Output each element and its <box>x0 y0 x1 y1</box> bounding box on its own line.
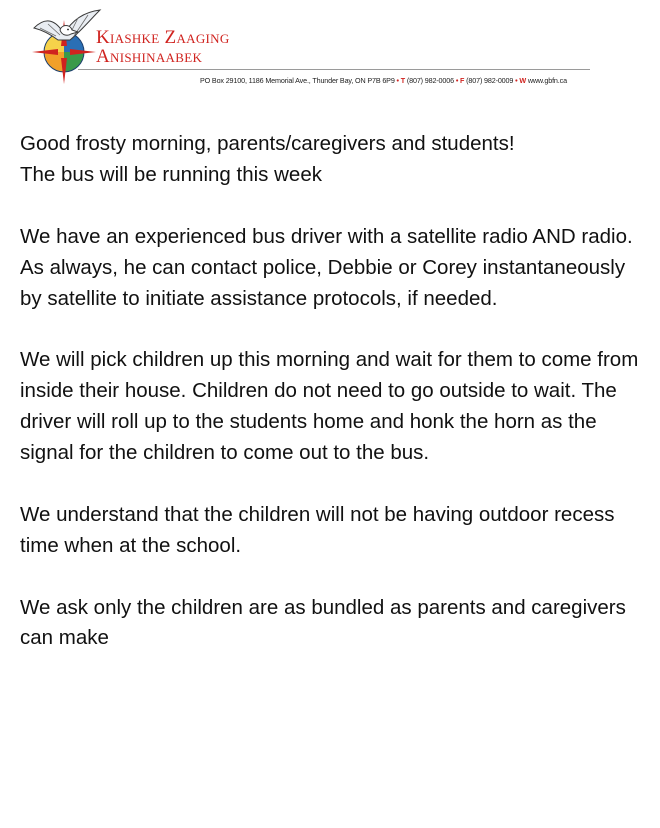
letterhead-divider <box>78 69 590 70</box>
separator: • <box>396 76 399 85</box>
address: PO Box 29100, 1186 Memorial Ave., Thunder Bay, ON P7B 6P9 <box>200 76 395 85</box>
organization-name-line2: Anishinaabek <box>96 46 203 67</box>
separator: • <box>455 76 459 85</box>
paragraph-recess: We understand that the children will not be having outdoor recess time when at the school. <box>20 502 615 557</box>
contact-info <box>200 76 567 85</box>
letterhead <box>26 6 596 88</box>
organization-name <box>96 28 230 67</box>
paragraph-driver: We have an experienced bus driver with a satellite radio AND radio. As always, he can contact police, Debbie or Corey instantaneously by satellite to initiate assistance protocols, if needed. <box>20 224 633 310</box>
separator: • <box>515 76 518 85</box>
paragraph-pickup: We will pick children up this morning and wait for them to come from inside their house. Children do not need to go outside to wait. The driver will roll up to the students home and honk the horn as the signal for the children to come out to the bus. <box>20 348 639 465</box>
paragraph-bundled: We ask only the children are as bundled as parents and caregivers can make <box>20 595 626 650</box>
greeting: Good frosty morning, parents/caregivers and students! <box>20 132 515 155</box>
phone-label: T <box>400 76 406 85</box>
organization-name-line1: Kiashke Zaaging <box>96 27 230 48</box>
website: www.gbfn.ca <box>527 76 567 85</box>
message-body <box>20 129 640 685</box>
bus-status: The bus will be running this week <box>20 162 322 186</box>
fax-label: F <box>460 76 465 85</box>
fax-number: (807) 982-0009 <box>466 76 514 85</box>
phone-number: (807) 982-0006 <box>406 76 454 85</box>
web-label: W <box>519 76 526 85</box>
thunderbird-logo-icon <box>26 6 106 84</box>
